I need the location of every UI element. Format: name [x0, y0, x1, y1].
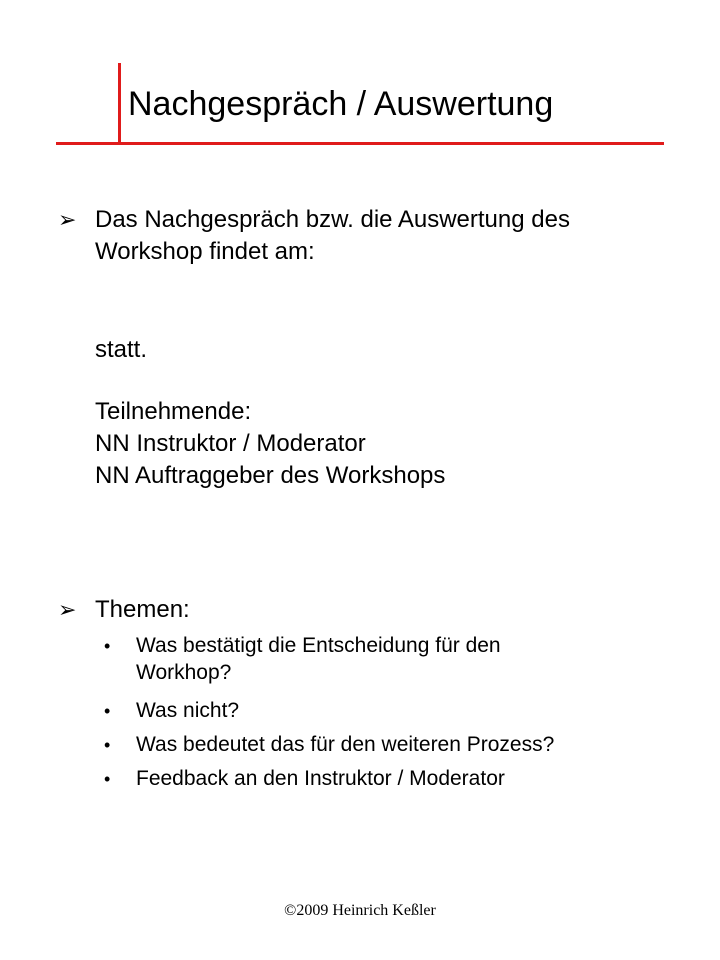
sub-bullet-marker: • — [104, 701, 111, 721]
sub-bullet-marker: • — [104, 769, 111, 789]
sub-bullet-marker: • — [104, 735, 111, 755]
topic-item-2: Was nicht? — [136, 699, 240, 722]
slide-title: Nachgespräch / Auswertung — [128, 85, 554, 123]
arrow-bullet-icon: ➢ — [58, 597, 77, 622]
title-accent-horizontal-line — [56, 142, 664, 145]
title-accent-vertical-line — [118, 63, 121, 143]
arrow-bullet-icon: ➢ — [58, 207, 77, 232]
topic-item-1-line1: Was bestätigt die Entscheidung für den — [136, 634, 501, 657]
sub-bullet-marker: • — [104, 636, 111, 656]
bullet1-statt: statt. — [95, 336, 148, 363]
bullet1-line2: Workshop findet am: — [95, 238, 315, 265]
participant-instruktor: NN Instruktor / Moderator — [95, 430, 366, 457]
topic-item-4: Feedback an den Instruktor / Moderator — [136, 767, 505, 790]
participants-label: Teilnehmende: — [95, 398, 252, 425]
copyright-footer: ©2009 Heinrich Keßler — [284, 902, 436, 919]
topic-item-1-line2: Workhop? — [136, 661, 232, 684]
bullet1-line1: Das Nachgespräch bzw. die Auswertung des — [95, 206, 570, 233]
participant-auftraggeber: NN Auftraggeber des Workshops — [95, 462, 446, 489]
topic-item-3: Was bedeutet das für den weiteren Prozess? — [136, 733, 555, 756]
themen-label: Themen: — [95, 596, 190, 623]
